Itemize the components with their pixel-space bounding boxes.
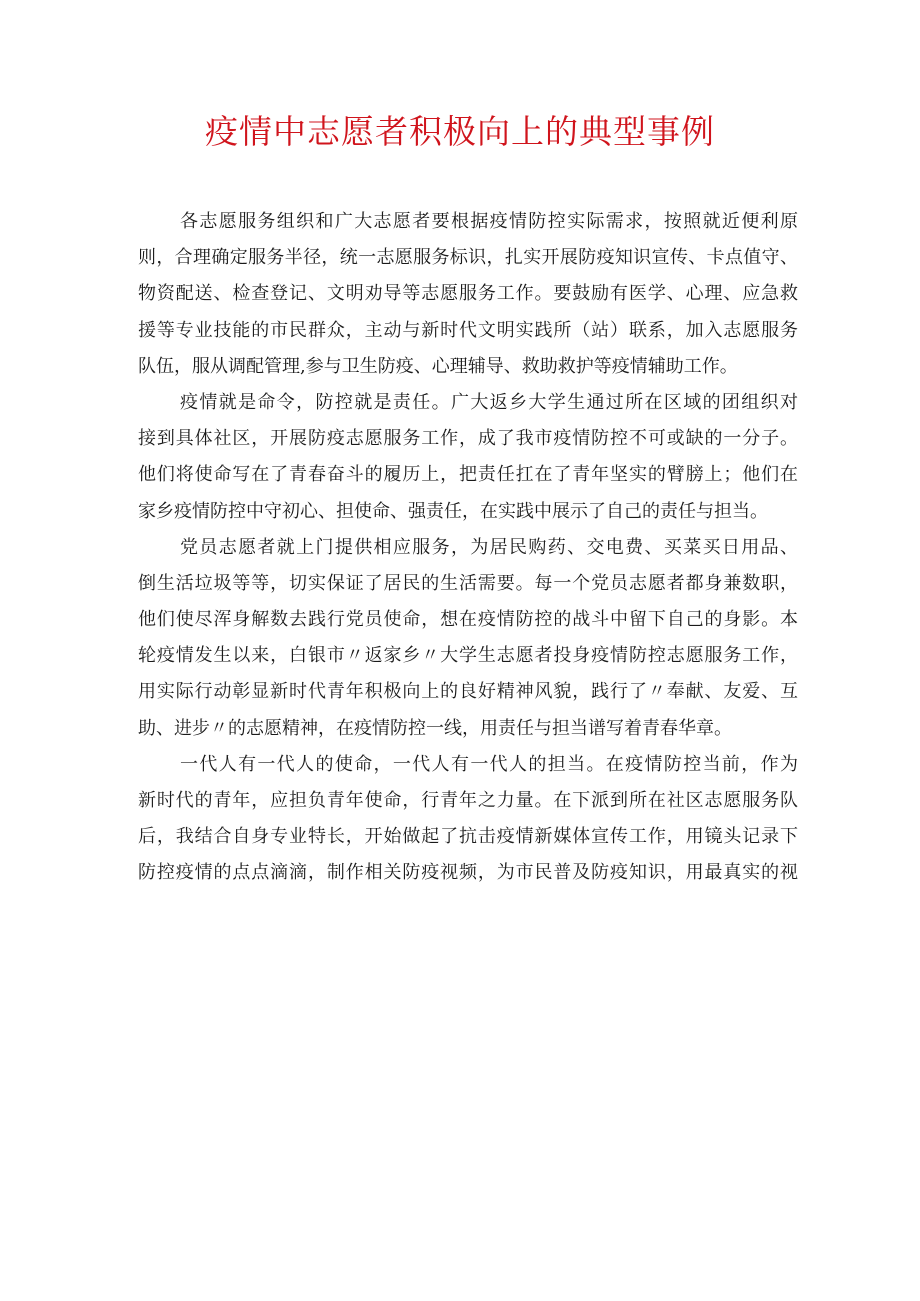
paragraph-line: 用实际行动彰显新时代青年积极向上的良好精神风貌，践行了〃奉献、友爱、互: [138, 681, 798, 703]
document-body: [138, 204, 798, 892]
paragraph-line: 各志愿服务组织和广大志愿者要根据疫情防控实际需求，按照就近便利原: [180, 211, 798, 232]
paragraph-3: [138, 530, 798, 747]
paragraph-2: [138, 385, 798, 530]
paragraph-line: 接到具体社区，开展防疫志愿服务工作，成了我市疫情防控不可或缺的一分子。: [138, 428, 798, 450]
paragraph-line: 新时代的青年，应担负青年使命，行青年之力量。在下派到所在社区志愿服务队: [138, 790, 798, 811]
paragraph-line: 助、进步〃的志愿精神，在疫情防控一线，用责任与担当谱写着青春华章。: [138, 717, 732, 739]
paragraph-line: 他们将使命写在了青春奋斗的履历上，把责任扛在了青年坚实的臂膀上；他们在: [138, 464, 798, 486]
paragraph-line: 家乡疫情防控中守初心、担使命、强责任，在实践中展示了自己的责任与担当。: [138, 500, 768, 522]
paragraph-4: [138, 747, 798, 892]
paragraph-line: 物资配送、检查登记、文明劝导等志愿服务工作。要鼓励有医学、心理、应急救: [138, 283, 798, 305]
paragraph-line: 防控疫情的点点滴滴，制作相关防疫视频，为市民普及防疫知识，用最真实的视: [138, 862, 798, 884]
paragraph-line: 倒生活垃圾等等，切实保证了居民的生活需要。每一个党员志愿者都身兼数职，: [138, 572, 798, 594]
paragraph-line: 疫情就是命令，防控就是责任。广大返乡大学生通过所在区域的团组织对: [180, 391, 798, 413]
paragraph-line: 援等专业技能的市民群众，主动与新时代文明实践所（站）联系，加入志愿服务: [138, 319, 798, 341]
paragraph-line: 后，我结合自身专业特长，开始做起了抗击疫情新媒体宣传工作，用镜头记录下: [138, 826, 798, 848]
paragraph-line: 党员志愿者就上门提供相应服务，为居民购药、交电费、买菜买日用品、: [180, 536, 798, 558]
paragraph-line: 则，合理确定服务半径，统一志愿服务标识，扎实开展防疫知识宣传、卡点值守、: [138, 247, 798, 269]
paragraph-line: 他们使尽浑身解数去践行党员使命，想在疫情防控的战斗中留下自己的身影。本: [138, 609, 798, 631]
paragraph-line: 一代人有一代人的使命，一代人有一代人的担当。在疫情防控当前，作为: [180, 753, 798, 775]
paragraph-1: [138, 204, 798, 385]
document-title: 疫情中志愿者积极向上的典型事例: [205, 112, 715, 151]
paragraph-line: 轮疫情发生以来，白银市〃返家乡〃大学生志愿者投身疫情防控志愿服务工作，: [138, 645, 798, 667]
paragraph-line: 队伍，服从调配管理,参与卫生防疫、心理辅导、救助救护等疫情辅助工作。: [138, 355, 738, 377]
